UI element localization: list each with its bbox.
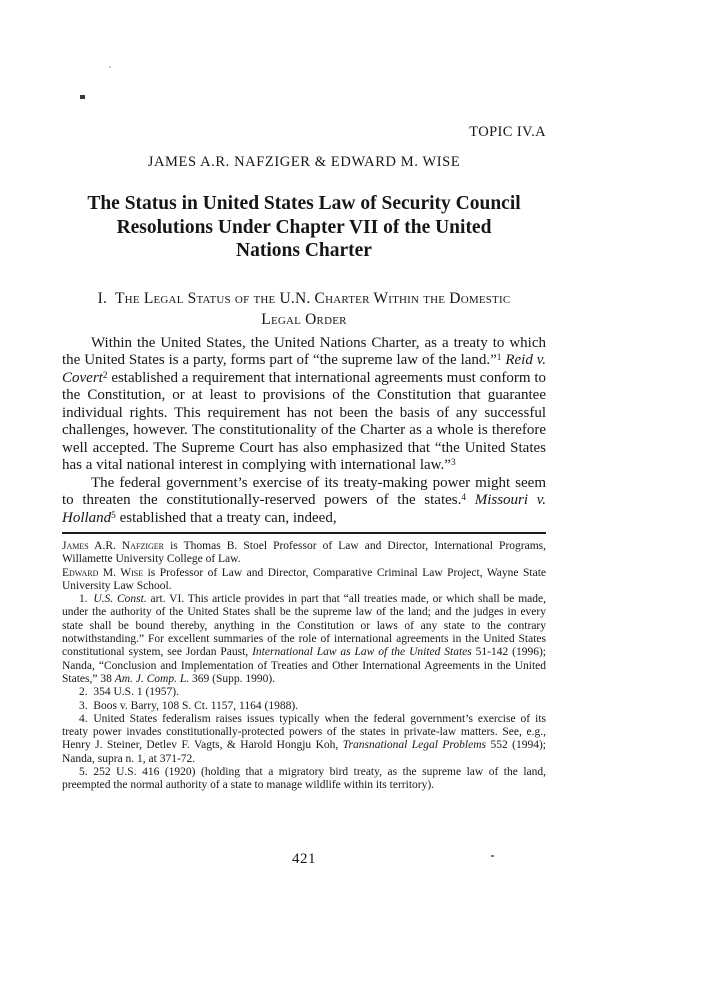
section-heading-line-2: Legal Order [261, 310, 347, 328]
footnotes-section [62, 540, 546, 793]
article-title-line-1: The Status in United States Law of Security Council [87, 193, 521, 214]
body-paragraph-2: The federal government’s exercise of its treaty-making power might seem to threaten the constitutionally-reserved powers of the states.$^4$ Missouri v. Holland$^5$ established that a treaty can, indeed, [62, 474, 547, 526]
footnote-2: 2. 354 U.S. 1 (1957). [79, 686, 179, 699]
authors-line: JAMES A.R. NAFZIGER & EDWARD M. WISE [147, 154, 461, 170]
section-heading-line-1: I. The Legal Status of the U.N. Charter Within the Domestic [97, 289, 511, 307]
section-heading [62, 288, 546, 330]
page-number: 421 [292, 851, 316, 867]
footnote-5: 5. 252 U.S. 416 (1920) (holding that a migratory bird treaty, as the supreme law of the land, preempted the normal authority of a state to manage wildlife within its territory). [62, 766, 546, 792]
article-title [62, 192, 546, 263]
topic-label: TOPIC IV.A [469, 124, 546, 140]
footnote-1: 1. U.S. Const. art. VI. This article provides in part that “all treaties made, or which shall be made, under the authority of the United States shall be the supreme law of the land; and the judges in every state shall be bound thereby, anything in the Constitution or laws of any state to the contrary notwithstanding.” For excellent summaries of the role of international agreements in the United States constitutional system, see Jordan Paust, International Law as Law of the United States 51-142 (1996); Nanda, “Conclusion and Implementation of Treaties and Other International Agreements in the United States,” 38 Am. J. Comp. L. 369 (Supp. 1990). [62, 593, 546, 685]
footnote-4: 4. United States federalism raises issues typically when the federal government’s exercise of its treaty power invades constitutionally-protected powers of the states in private-law matters. See, e.g., Henry J. Steiner, Detlev F. Vagts, & Harold Hongju Koh, Transnational Legal Problems 552 (1994); Nanda, supra n. 1, at 371-72. [62, 712, 546, 765]
article-body [62, 335, 546, 528]
article-title-line-2: Resolutions Under Chapter VII of the United [116, 216, 492, 238]
author-note-nafziger: James A.R. Nafziger is Thomas B. Stoel Professor of Law and Director, International Programs, Willamette University College of Law. [62, 540, 547, 566]
footnote-divider [62, 532, 546, 534]
article-title-line-3: Nations Charter [236, 240, 372, 261]
text-column [62, 0, 546, 793]
author-note-wise: Edward M. Wise is Professor of Law and Director, Comparative Criminal Law Project, Wayne State University Law School. [62, 566, 546, 592]
body-paragraph-1: Within the United States, the United Nations Charter, as a treaty to which the United States is a party, forms part of “the supreme law of the land.”$^1$ Reid v. Covert$^2$ established a requirement that international agreements must conform to the Constitution, or at least to provisions of the Constitution that guarantee individual rights. This requirement has not been the basis of any successful challenges, however. The constitutionality of the Charter as a whole is therefore well accepted. The Supreme Court has also emphasized that “the United States has a vital national interest in complying with international law.”$^3$ [62, 334, 546, 473]
footnote-3: 3. Boos v. Barry, 108 S. Ct. 1157, 1164 (1988). [79, 699, 299, 712]
